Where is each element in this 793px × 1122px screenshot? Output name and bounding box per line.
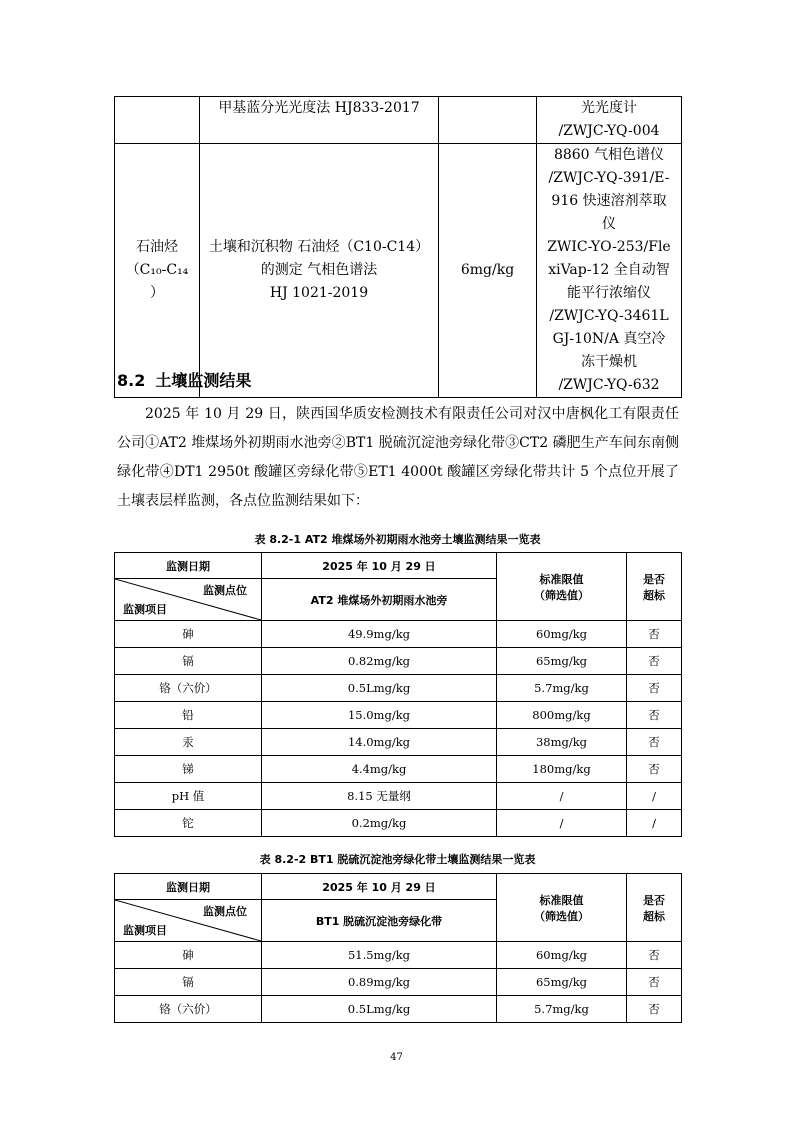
instrument-line: 916 快速溶剂萃取 (551, 193, 667, 209)
method-cell (200, 144, 439, 398)
results-table-1 (114, 552, 682, 837)
item-cell: 汞 (115, 729, 262, 756)
instrument-line: ZWIC-YO-253/Fle (547, 239, 671, 255)
exceed-cell: 否 (627, 996, 682, 1023)
item-line: 石油烃 (136, 239, 178, 255)
standard-header-line: 标准限值 (539, 572, 584, 586)
item-cell: pH 值 (115, 783, 262, 810)
standard-header-line: （筛选值） (534, 588, 589, 602)
instrument-cell (537, 97, 682, 144)
method-line: 土壤和沉积物 石油烃（C10-C14） (208, 239, 430, 255)
item-cell: 铬（六价） (115, 996, 262, 1023)
limit-cell: 5.7mg/kg (497, 996, 627, 1023)
header-row (115, 553, 682, 579)
method-cell: 甲基蓝分光光度法 HJ833-2017 (200, 97, 439, 144)
instrument-line: 光光度计 (581, 100, 637, 116)
limit-cell: 65mg/kg (497, 648, 627, 675)
instrument-line: xiVap-12 全自动智 (548, 262, 670, 278)
item-cell: 锑 (115, 756, 262, 783)
method-table (114, 96, 682, 398)
instrument-line: /ZWJC-YQ-632 (558, 377, 660, 393)
table-row (115, 648, 682, 675)
paragraph: 2025 年 10 月 29 日，陕西国华质安检测技术有限责任公司对汉中唐枫化工有限责任公司①AT2 堆煤场外初期雨水池旁②BT1 脱硫沉淀池旁绿化带③CT2 磷肥生产车间东南侧绿化带④DT1 2950t 酸罐区旁绿化带⑤ET1 4000t 酸罐区旁绿化带共计 5 个点位开展了土壤表层样监测，各点位监测结果如下： (117, 406, 679, 509)
instrument-line: 能平行浓缩仪 (567, 285, 651, 301)
table-row (115, 969, 682, 996)
table-row (115, 702, 682, 729)
standard-header (497, 874, 627, 942)
method-table-row (115, 144, 682, 398)
page-number: 47 (390, 1052, 403, 1063)
date-label-cell: 监测日期 (115, 874, 262, 900)
table-row (115, 621, 682, 648)
limit-cell: 6mg/kg (439, 144, 537, 398)
item-cell (115, 97, 200, 144)
exceed-cell: 否 (627, 942, 682, 969)
table1-caption: 表 8.2-1 AT2 堆煤场外初期雨水池旁土壤监测结果一览表 (254, 533, 541, 546)
instrument-line: /ZWJC-YQ-004 (558, 123, 660, 139)
exceed-header-line: 是否 (643, 893, 665, 907)
item-label: 监测项目 (123, 603, 167, 616)
exceed-header-line: 超标 (643, 588, 665, 602)
value-cell: 0.5Lmg/kg (262, 996, 497, 1023)
value-cell: 49.9mg/kg (262, 621, 497, 648)
exceed-cell: / (627, 783, 682, 810)
standard-header-line: 标准限值 (539, 893, 584, 907)
instrument-line: /ZWJC-YQ-391/E- (548, 170, 670, 186)
item-cell (115, 144, 200, 398)
instrument-line: 8860 气相色谱仪 (553, 147, 665, 163)
section-heading (117, 368, 251, 391)
date-cell: 2025 年 10 月 29 日 (262, 553, 497, 579)
header-row (115, 874, 682, 900)
exceed-cell: 否 (627, 729, 682, 756)
value-cell: 0.5Lmg/kg (262, 675, 497, 702)
exceed-header-line: 超标 (643, 909, 665, 923)
instrument-line: 冻干燥机 (581, 354, 637, 370)
limit-cell: 800mg/kg (497, 702, 627, 729)
table-row (115, 810, 682, 837)
item-line: （C₁₀-C₁₄ (125, 262, 189, 278)
limit-cell: / (497, 810, 627, 837)
item-cell: 砷 (115, 942, 262, 969)
item-line: ） (150, 285, 164, 301)
limit-cell: 60mg/kg (497, 942, 627, 969)
exceed-cell: / (627, 810, 682, 837)
point-name-cell: BT1 脱硫沉淀池旁绿化带 (262, 900, 497, 942)
exceed-cell: 否 (627, 621, 682, 648)
date-cell: 2025 年 10 月 29 日 (262, 874, 497, 900)
value-cell: 15.0mg/kg (262, 702, 497, 729)
instrument-line: GJ-10N/A 真空冷 (552, 331, 666, 347)
exceed-cell: 否 (627, 969, 682, 996)
method-table-row (115, 97, 682, 144)
item-cell: 铅 (115, 702, 262, 729)
limit-cell: 180mg/kg (497, 756, 627, 783)
body-text (117, 400, 679, 516)
value-cell: 0.89mg/kg (262, 969, 497, 996)
limit-cell: 65mg/kg (497, 969, 627, 996)
section-title: 土壤监测结果 (155, 371, 252, 390)
exceed-cell: 否 (627, 675, 682, 702)
limit-cell: / (497, 783, 627, 810)
exceed-cell: 否 (627, 756, 682, 783)
standard-header-line: （筛选值） (534, 909, 589, 923)
value-cell: 0.82mg/kg (262, 648, 497, 675)
exceed-cell: 否 (627, 648, 682, 675)
diagonal-header-cell (115, 900, 262, 942)
item-cell: 砷 (115, 621, 262, 648)
exceed-header-line: 是否 (643, 572, 665, 586)
point-name-cell: AT2 堆煤场外初期雨水池旁 (262, 579, 497, 621)
table-row (115, 675, 682, 702)
table-row (115, 783, 682, 810)
table-row (115, 756, 682, 783)
limit-cell: 5.7mg/kg (497, 675, 627, 702)
point-label: 监测点位 (203, 905, 247, 918)
item-cell: 镉 (115, 969, 262, 996)
value-cell: 0.2mg/kg (262, 810, 497, 837)
limit-cell (439, 97, 537, 144)
exceed-header (627, 874, 682, 942)
instrument-line: 仪 (602, 216, 616, 232)
limit-cell: 38mg/kg (497, 729, 627, 756)
date-label-cell: 监测日期 (115, 553, 262, 579)
method-line: HJ 1021-2019 (269, 285, 369, 301)
value-cell: 8.15 无量纲 (262, 783, 497, 810)
item-label: 监测项目 (123, 924, 167, 937)
item-cell: 铬（六价） (115, 675, 262, 702)
results-table-2 (114, 873, 682, 1023)
value-cell: 51.5mg/kg (262, 942, 497, 969)
point-label: 监测点位 (203, 584, 247, 597)
table2-caption: 表 8.2-2 BT1 脱硫沉淀池旁绿化带土壤监测结果一览表 (259, 853, 536, 866)
value-cell: 4.4mg/kg (262, 756, 497, 783)
table-row (115, 729, 682, 756)
item-cell: 铊 (115, 810, 262, 837)
item-cell: 镉 (115, 648, 262, 675)
limit-cell: 60mg/kg (497, 621, 627, 648)
exceed-header (627, 553, 682, 621)
instrument-cell (537, 144, 682, 398)
value-cell: 14.0mg/kg (262, 729, 497, 756)
section-number: 8.2 (117, 371, 146, 390)
instrument-line: /ZWJC-YQ-3461L (549, 308, 669, 324)
table1-body (115, 621, 682, 837)
diagonal-header-cell (115, 579, 262, 621)
method-line: 的测定 气相色谱法 (260, 262, 378, 278)
table-row (115, 996, 682, 1023)
exceed-cell: 否 (627, 702, 682, 729)
table2-body (115, 942, 682, 1023)
table-row (115, 942, 682, 969)
standard-header (497, 553, 627, 621)
